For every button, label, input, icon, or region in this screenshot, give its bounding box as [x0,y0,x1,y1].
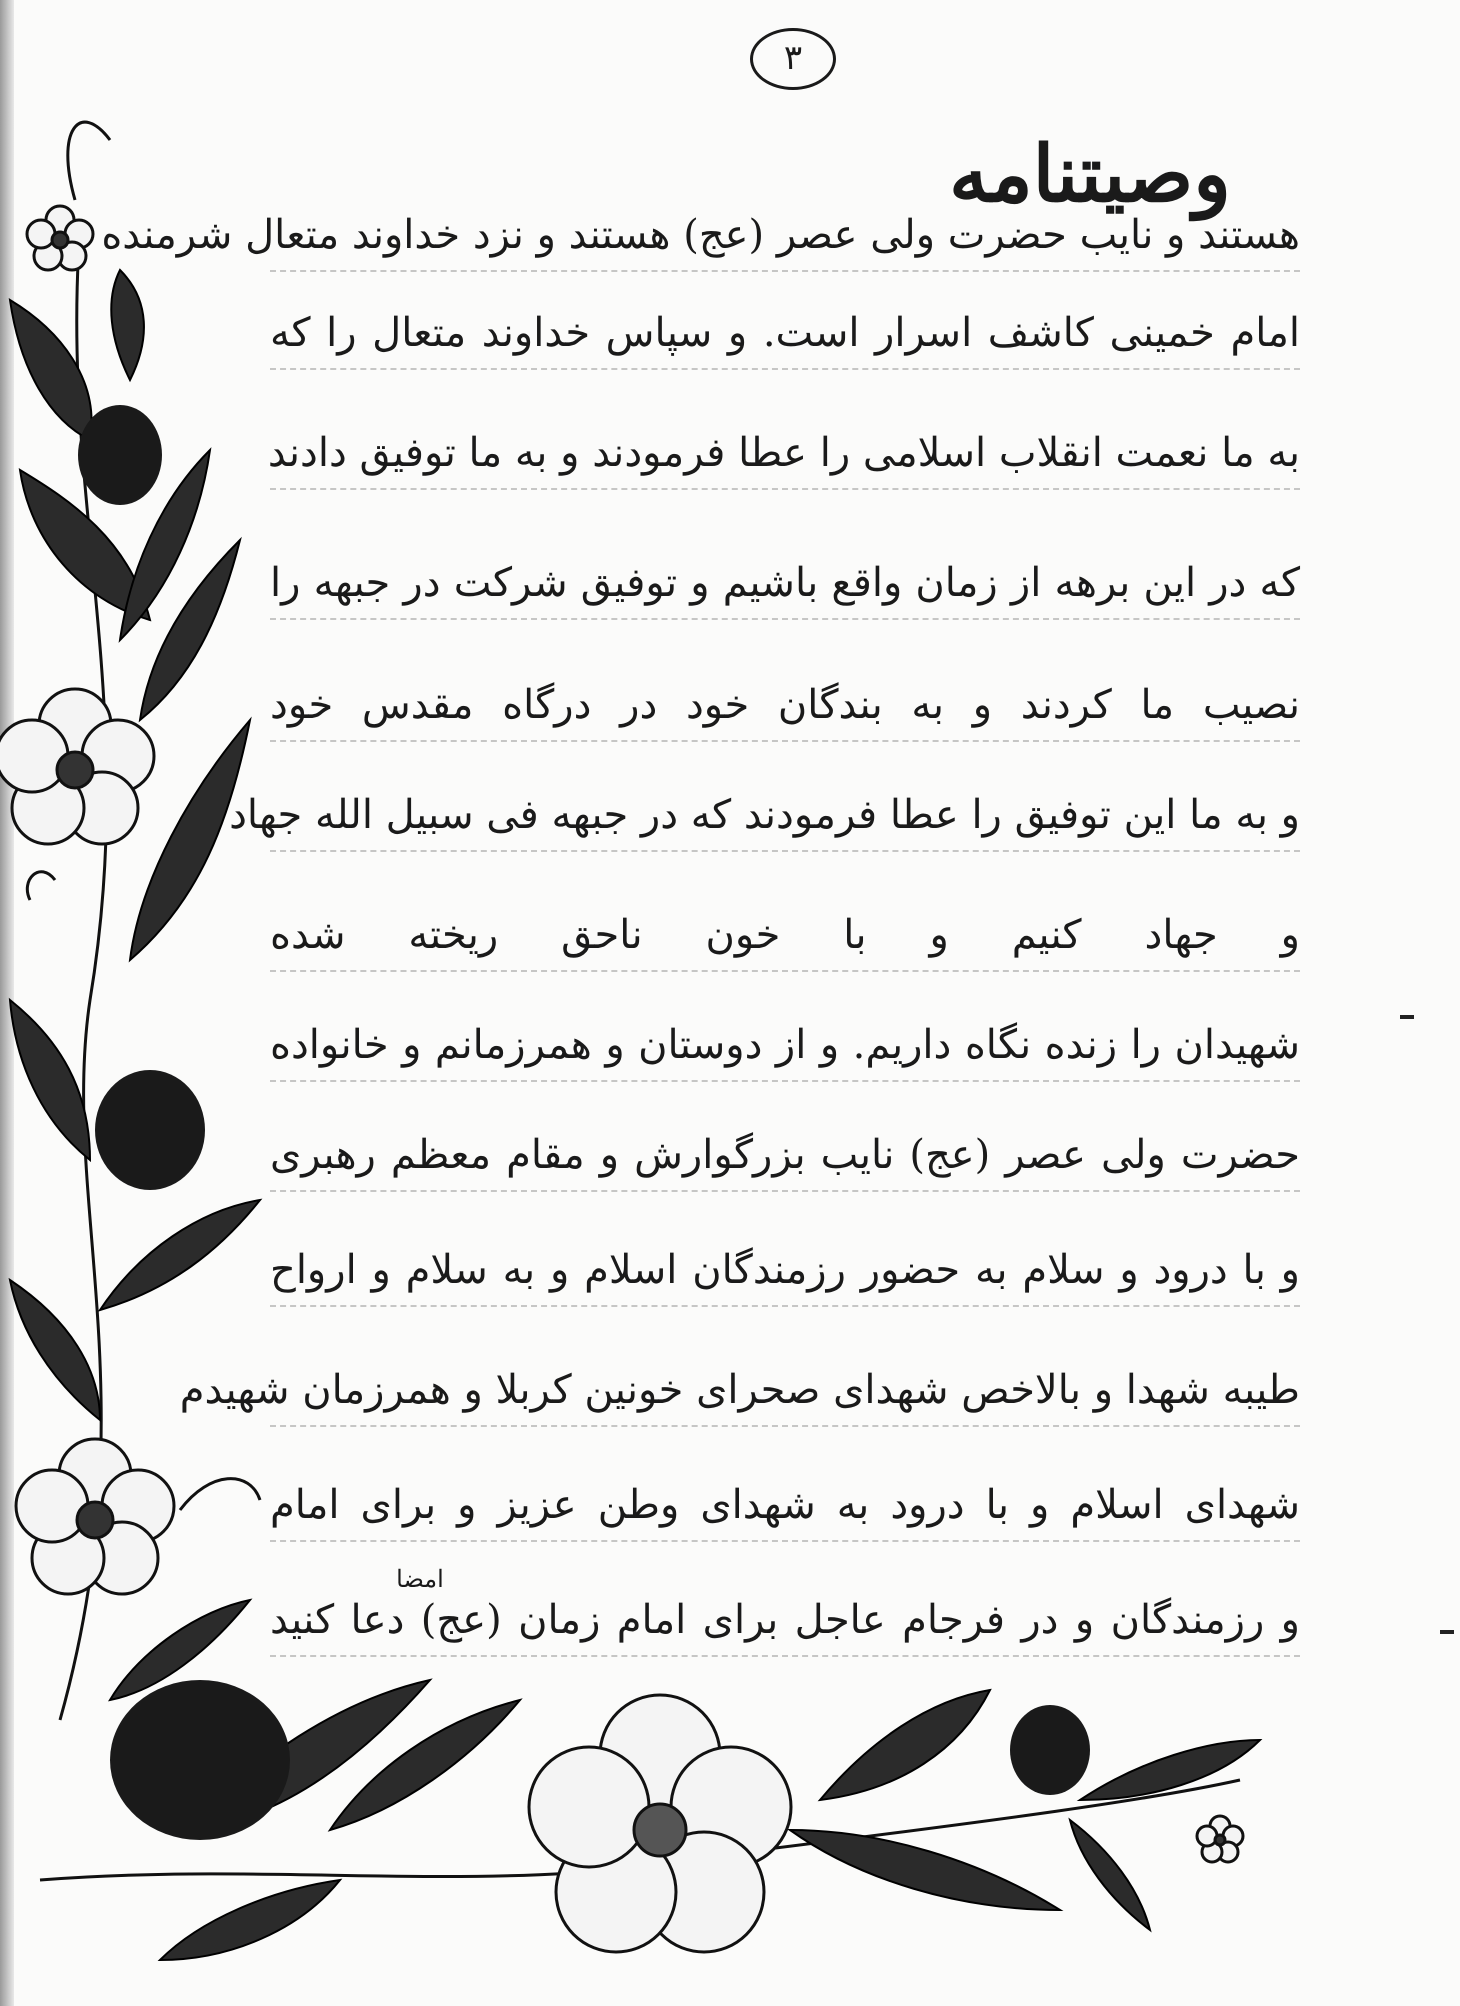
body-line-11: طیبه شهدا و بالاخص شهدای صحرای خونین کربلا و همرزمان شهیدم [270,1355,1300,1427]
leaf-icon [160,1880,340,1960]
curl-icon [180,1479,260,1510]
body-line-13: و رزمندگان و در فرجام عاجل برای امام زمان (عج) دعا کنید [270,1585,1300,1657]
body-line-12: شهدای اسلام و با درود به شهدای وطن عزیز و برای امام [270,1470,1300,1542]
bud-icon [78,405,162,505]
leaf-icon [100,1200,260,1310]
leaf-icon [820,1690,990,1800]
body-line-6: و به ما این توفیق را عطا فرمودند که در جبهه فی سبیل الله جهاد [270,780,1300,852]
bud-icon [1010,1705,1090,1795]
body-line-4: که در این برهه از زمان واقع باشیم و توفیق شرکت در جبهه را [270,548,1300,620]
leaf-icon [10,1000,90,1160]
bud-icon [95,1070,205,1190]
leaf-icon [790,1830,1060,1910]
flower-icon [1197,1816,1243,1862]
signature: امضا [396,1565,444,1593]
page-number: ۳ [750,28,836,90]
curl-icon [27,872,55,900]
bud-icon [110,1680,290,1840]
leaf-icon [1080,1740,1260,1800]
flower-icon [27,206,93,270]
body-line-7: و جهاد کنیم و با خون ناحق ریخته شده [270,900,1300,972]
body-line-3: به ما نعمت انقلاب اسلامی را عطا فرمودند و به ما توفیق دادند [270,418,1300,490]
body-line-1: هستند و نایب حضرت ولی عصر (عج) هستند و نزد خداوند متعال شرمنده [270,200,1300,272]
body-line-10: و با درود و سلام به حضور رزمندگان اسلام و به سلام و ارواح [270,1235,1300,1307]
leaf-icon [111,270,144,380]
document-title: وصیتنامه [949,129,1231,220]
body-line-5: نصیب ما کردند و به بندگان خود در درگاه مقدس خود [270,670,1300,742]
flower-icon [0,689,154,844]
leaf-icon [10,1280,100,1420]
body-line-2: امام خمینی کاشف اسرار است. و سپاس خداوند متعال را که [270,298,1300,370]
leaf-icon [1070,1820,1150,1930]
body-line-8: شهیدان را زنده نگاه داریم. و از دوستان و همرزمانم و خانواده [270,1010,1300,1082]
flower-icon [529,1695,791,1952]
flower-icon [16,1439,174,1594]
curl-icon [68,122,110,200]
leaf-icon [10,300,92,440]
body-line-9: حضرت ولی عصر (عج) نایب بزرگوارش و مقام معظم رهبری [270,1120,1300,1192]
